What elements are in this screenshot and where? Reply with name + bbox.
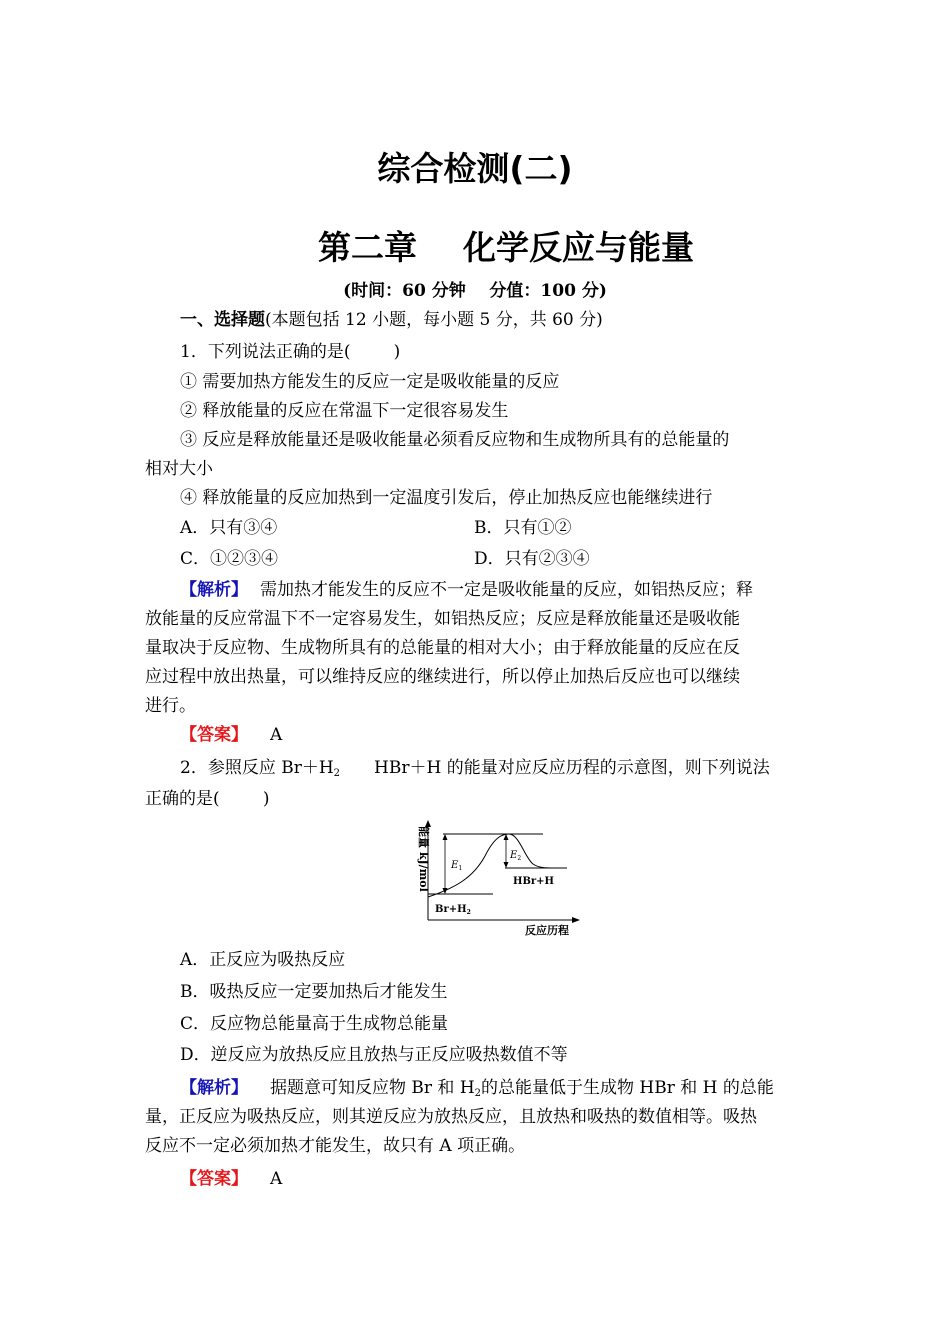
q1-statement-3: ③ 反应是释放能量还是吸收能量必须看反应物和生成物所具有的总能量的 [180, 430, 730, 450]
q2-stem-sub: 2 [333, 768, 341, 779]
chapter-title: 第二章 化学反应与能量 [318, 228, 694, 267]
reaction-curve [428, 834, 555, 897]
q2-analysis-sub: 2 [474, 1088, 482, 1099]
q1-analysis-line-1 [180, 579, 753, 601]
q2-stem-line-1 [180, 757, 770, 779]
q1-statement-1: ① 需要加热方能发生的反应一定是吸收能量的反应 [180, 372, 560, 392]
time-score-info: (时间：60 分钟 分值：100 分) [343, 281, 607, 301]
q1-statement-3-cont: 相对大小 [145, 459, 213, 479]
section-heading: 一、选择题 [180, 310, 265, 330]
q2-stem-b: HBr＋H 的能量对应反应历程的示意图，则下列说法 [374, 758, 770, 778]
q1-option-b: B．只有①② [474, 518, 572, 538]
energy-diagram [405, 818, 585, 940]
q2-analysis-line-2: 量，正反应为吸热反应，则其逆反应为放热反应，且放热和吸热的数值相等。吸热 [145, 1107, 757, 1127]
q2-stem-a: 2．参照反应 Br＋H [180, 758, 334, 778]
q2-option-c: C．反应物总能量高于生成物总能量 [180, 1014, 449, 1034]
q1-statement-2: ② 释放能量的反应在常温下一定很容易发生 [180, 401, 509, 421]
q2-option-a: A．正反应为吸热反应 [180, 950, 346, 970]
q2-analysis-line-3: 反应不一定必须加热才能发生，故只有 A 项正确。 [145, 1136, 526, 1156]
x-axis-label: 反应历程 [525, 924, 569, 937]
q2-answer [180, 1168, 282, 1190]
q1-answer-tag: 【答案】 [180, 725, 248, 745]
product-label: HBr+H [513, 876, 554, 887]
section-note: (本题包括 12 小题，每小题 5 分，共 60 分) [265, 310, 603, 330]
reactant-label: $Br+H_2$ [435, 904, 471, 916]
q2-analysis-text-1a: 据题意可知反应物 Br 和 H [270, 1078, 475, 1098]
q1-option-c: C．①②③④ [180, 549, 279, 569]
q2-stem-line-2: 正确的是( ) [145, 789, 270, 809]
section-header [180, 309, 603, 331]
q1-analysis-text-1: 需加热才能发生的反应不一定是吸收能量的反应，如铝热反应；释 [260, 580, 753, 600]
q2-option-b: B．吸热反应一定要加热后才能发生 [180, 982, 448, 1002]
e2-label: $E_2$ [510, 850, 522, 862]
q1-option-d: D．只有②③④ [474, 549, 590, 569]
q1-analysis-line-3: 量取决于反应物、生成物所具有的总能量的相对大小；由于释放能量的反应在反 [145, 638, 740, 658]
q1-option-a: A．只有③④ [180, 518, 278, 538]
q2-answer-tag: 【答案】 [180, 1169, 248, 1189]
q1-statement-4: ④ 释放能量的反应加热到一定温度引发后，停止加热反应也能继续进行 [180, 488, 713, 508]
q1-analysis-line-4: 应过程中放出热量，可以维持反应的继续进行，所以停止加热后反应也可以继续 [145, 667, 740, 687]
q1-analysis-tag: 【解析】 [180, 580, 248, 600]
e1-label: $E_1$ [451, 860, 463, 872]
q2-analysis-line-1 [180, 1077, 774, 1099]
q1-answer [180, 724, 282, 746]
q2-answer-value: A [270, 1169, 283, 1189]
doc-title: 综合检测(二) [377, 149, 573, 188]
q1-analysis-line-5: 进行。 [145, 696, 196, 716]
y-axis-label: 能量 kJ/mol [417, 826, 430, 892]
q2-analysis-tag: 【解析】 [180, 1078, 248, 1098]
q1-stem: 1．下列说法正确的是( ) [180, 342, 401, 362]
q2-option-d: D．逆反应为放热反应且放热与正反应吸热数值不等 [180, 1045, 568, 1065]
q1-answer-value: A [270, 725, 283, 745]
q1-analysis-line-2: 放能量的反应常温下不一定容易发生，如铝热反应；反应是释放能量还是吸收能 [145, 609, 740, 629]
q2-analysis-text-1b: 的总能量低于生成物 HBr 和 H 的总能 [481, 1078, 774, 1098]
